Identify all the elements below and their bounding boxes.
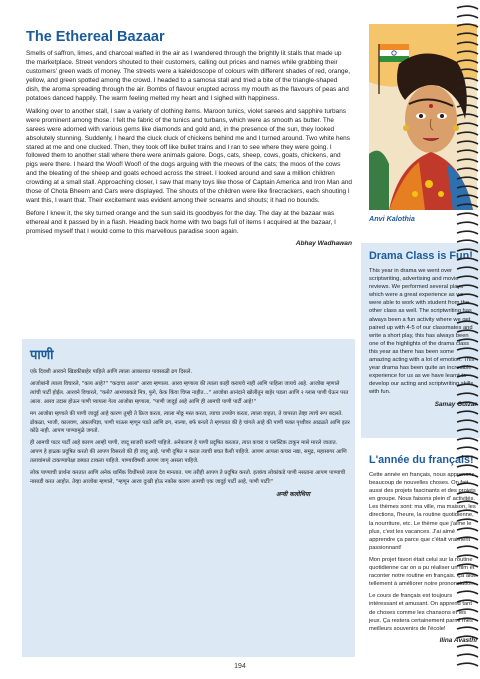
binding-ring [457, 465, 478, 468]
marathi-paragraph: ही आमची पाटर पार्टी आहे कारण आम्ही पाणी, जादू साजरी करणी पाहिजे. अनेकजण हे पाणी प्रदूषित करतात, त्यात कचरा व प्लास्टिक टाकून मासे मारले जातात. आपण हे हाळ्क प्रदूषित करतो की आपण विसरतो की ही जादू आहे. पाणी दूषित न करता त्याची बचत कैशी पाहिजे. आपण आपला कचरा नद्या, समुद्र, महासागर आणि तलावांमध्ये टाकण्यापेक्षा डब्यात टाकला पाहिजे. पाण्याविषयी आपण जागृ असला पाहिजे. [30, 440, 347, 465]
binding-ring [457, 564, 478, 567]
binding-ring [457, 519, 478, 522]
binding-ring [457, 123, 478, 126]
binding-ring [457, 249, 478, 252]
binding-ring [457, 204, 478, 207]
drama-title: Drama Class is Fun! [369, 250, 473, 262]
story-paragraph: Smells of saffron, limes, and charcoal wafted in the air as I wandered through the brightly lit stalls that made up the marketplace. Street vendors shouted to their customers, calling out prices and names while grabbing their customers' green wads of money. The streets were a kaleidoscope of colours with different shades of red, orange, yellow, and green spotted among the crowd. I headed to a samosa stall and tried a bite of the triangle-shaped dish, the aroma spreading through the air. Bombs of flavour erupted across my mouth as the flavours of peas and potatoes danced happily. The warm feeling melted my heart and I sighed with happiness. [26, 50, 350, 102]
binding-ring [457, 510, 478, 513]
binding-ring [457, 114, 478, 117]
binding-ring [457, 429, 478, 432]
binding-ring [457, 582, 478, 585]
binding-ring [457, 51, 478, 54]
binding-ring [457, 528, 478, 531]
binding-ring [457, 339, 478, 342]
binding-ring [457, 294, 478, 297]
binding-ring [457, 366, 478, 369]
binding-ring [457, 132, 478, 135]
binding-ring [457, 168, 478, 171]
marathi-paragraph: एके दिवशी आरवने खिडकीबाहेर पाहिले आणि त्याला आकाशात पावसाळी ढग दिसले. [30, 369, 192, 375]
french-author: Ilina Avasthi [439, 636, 477, 644]
french-paragraph: Cette année en français, nous apprenons beaucoup de nouvelles choses. On fait aussi des projets fascinants et des projets en groupe. Nous faisons plein d' activités. Les thèmes sont: ma ville, ma maison, les directions, l'heure, la routine quotidienne, la nourriture, etc. Le thème que j'aime le plus, c'est les vacances. J'ai aimé apprendre ça parce que c'était vraiment passionnant! [369, 472, 476, 551]
binding-ring [457, 492, 478, 495]
binding-ring [457, 420, 478, 423]
binding-ring [457, 159, 478, 162]
binding-ring [457, 276, 478, 279]
binding-ring [457, 375, 478, 378]
marathi-paragraph: मग आजोबा म्हणाले की पाणी जादुई आहे कारण तुम्ही ते फ्रिज करता, त्याला मोठ्ठ मस्त करता, त्याचा उपयोग करता, त्याला वाहता, ते वापरता तेव्हा त्याचे रूप बदलते. ढोकळा, भाजी, कालवण, अंकलपिज्ञा, पाणी पाऊस म्हणून पडते आणि ढग, नाल्या, बर्फ बनतो ते म्हणतात की हे चांगले आहे की पाणी फक्त पृथ्वीवर आढळते आणि इतर कोठे नाही. आपण पाण्यामुळे जगतो. [30, 410, 350, 435]
binding-ring [457, 474, 478, 477]
binding-ring [457, 60, 478, 63]
binding-ring [457, 87, 478, 90]
story-author: Abhay Wadhawan [295, 240, 352, 248]
marathi-story [30, 347, 350, 498]
marathi-story-title: पाणी [30, 348, 54, 363]
binding-ring [457, 33, 478, 36]
french-paragraph: Le cours de français est toujours intéressant et amusant. On apprend tant de choses comme les chansons et les jeux. Ça restera certainement parmi mes meilleurs souvenirs de l'école! [369, 593, 473, 632]
marathi-story-author: अन्वी कलोथिया [275, 490, 310, 498]
binding-ring [457, 330, 478, 333]
binding-ring [457, 312, 478, 315]
binding-ring [457, 393, 478, 396]
artwork-caption: Anvi Kalothia [369, 214, 415, 223]
binding-ring [457, 231, 478, 234]
binding-ring [457, 447, 478, 450]
binding-ring [457, 6, 478, 9]
binding-ring [457, 348, 478, 351]
story-paragraph: Before I knew it, the sky turned orange and the sun said its goodbyes for the day. The day at the bazaar was ethereal and it passed by in a flash. Heading back home with two bags full of items I acquired at the bazaar, I promised myself that I would come to this marvellous paradise soon again. [26, 210, 336, 236]
drama-author: Samay Gulzar [434, 400, 477, 408]
binding-ring [457, 240, 478, 243]
binding-ring [457, 555, 478, 558]
binding-ring [457, 402, 478, 405]
binding-ring [457, 411, 478, 414]
story-paragraph: Walking over to another stall, I saw a variety of clothing items. Maroon tunics, violet sarees and sapphire turbans were prominent among those. I felt the fabric of the tunics and turbans, which were as smooth as butter. The sarees were adorned with various gems like diamonds and gold and, in the presence of the sun, they looked absolutely stunning. Suddenly, I heard the cluck cluck of chickens behind me and I turned around. Two white hens stared at me and one clucked. Then, they took off like bullet trains and I ran to see where they were going. I followed them to another stall where there were animals galore. Dogs, cats, sheep, cows, goats, chickens, and pigs were there. I heard the Woof! Woof! of the dogs arguing with the meows of the cats; the moos of the cows and the bleating of the sheep and goats echoed across the street. I looked around and saw a million children crowding at a small stall. Approaching closer, I saw that many toys like those of Captain America and Iron Man and those of Chota Bheem and Cars were displayed. The shouts of the children were like firecrackers, each shouting I want this, I want that. Their excitement was evident among their screams and shouts; it had no bounds. [26, 107, 352, 205]
binding-ring [457, 438, 478, 441]
page-number: 194 [234, 663, 246, 670]
french-title: L'année du français! [369, 454, 474, 466]
drama-paragraph: This year in drama we went over scriptwriting, advertising and movie reviews. We performed several plays which were a great experience as we were able to work with student from the other class as well. The scriptwriting has always been a fun activity where we get paired up with 4-5 of our classmates and write a short play, this has always been one of the highlights of the drama class this year as there has been some amazing acting with a lot of emotion. This year drama has been quite an incredible experience for us as we have learnt to develop our acting and scriptwriting skills with fun. [369, 268, 475, 396]
marathi-paragraph: आजोबांनी त्याला विचारले, "काय आहे?" "कदाचा आला" आरव म्हणाला. आरव म्हणाला की त्याला काही करायचे नाही आणि पाहिला जायचे आहे. आजोबा म्हणाले त्यांची पार्टी होईल. आरवने विचारले, "कसे? आमच्याकडे मित्र, फुगे, केक किंवा चिप्स नाहीत..." आजोबा आनंदाने खोलीतून बाहेर पडला आणि २ ग्लास पाणी घेऊन परत आला. आरव उदास होऊन पाणी प्यायला गेला आजोबा म्हणाला, "पाणी जादुई आहे आणि ही आमची पाणी पार्टी आहे!" [30, 380, 349, 405]
binding-ring [457, 222, 478, 225]
binding-ring [457, 501, 478, 504]
binding-ring [457, 456, 478, 459]
binding-ring [457, 15, 478, 18]
binding-ring [457, 627, 478, 630]
binding-ring [457, 357, 478, 360]
binding-ring [457, 645, 478, 648]
binding-ring [457, 600, 478, 603]
binding-ring [457, 24, 478, 27]
french-paragraph: Mon projet favori était celui sur la routine quotidienne car on a pu réaliser un film et raconter notre routine en français. Ça aide tellement à améliorer notre prononciation. [369, 556, 477, 588]
spiral-binding [455, 0, 480, 679]
binding-ring [457, 654, 478, 657]
binding-ring [457, 285, 478, 288]
binding-ring [457, 591, 478, 594]
binding-ring [457, 195, 478, 198]
binding-ring [457, 105, 478, 108]
story-ethereal-bazaar [26, 28, 352, 247]
binding-ring [457, 537, 478, 540]
binding-ring [457, 636, 478, 639]
binding-ring [457, 483, 478, 486]
binding-ring [457, 96, 478, 99]
binding-ring [457, 213, 478, 216]
binding-ring [457, 609, 478, 612]
binding-ring [457, 303, 478, 306]
binding-ring [457, 69, 478, 72]
binding-ring [457, 267, 478, 270]
story-title: The Ethereal Bazaar [26, 29, 165, 45]
binding-ring [457, 186, 478, 189]
binding-ring [457, 384, 478, 387]
binding-ring [457, 258, 478, 261]
marathi-paragraph: लोक पाण्याची प्रार्थना करतात आणि अनेक धार्मिक विधींमध्ये त्याला देव मानतात. पण तरीही आपण ते प्रदूषित करतो. इतकंच लोकांकडे पाणी नसताना आपण पाण्याची नासाडी करत आहोत. तेव्हा आजोबा म्हणाले, "म्हणून आरव दुःखी होऊ नकोस कारण आमची एक जादुई पार्टी आहे, पाणी पार्टी!" [30, 470, 346, 485]
binding-ring [457, 78, 478, 81]
binding-ring [457, 42, 478, 45]
binding-ring [457, 573, 478, 576]
binding-ring [457, 177, 478, 180]
binding-ring [457, 150, 478, 153]
binding-ring [457, 546, 478, 549]
binding-ring [457, 321, 478, 324]
binding-ring [457, 618, 478, 621]
binding-ring [457, 141, 478, 144]
marathi-story-panel [22, 339, 355, 657]
